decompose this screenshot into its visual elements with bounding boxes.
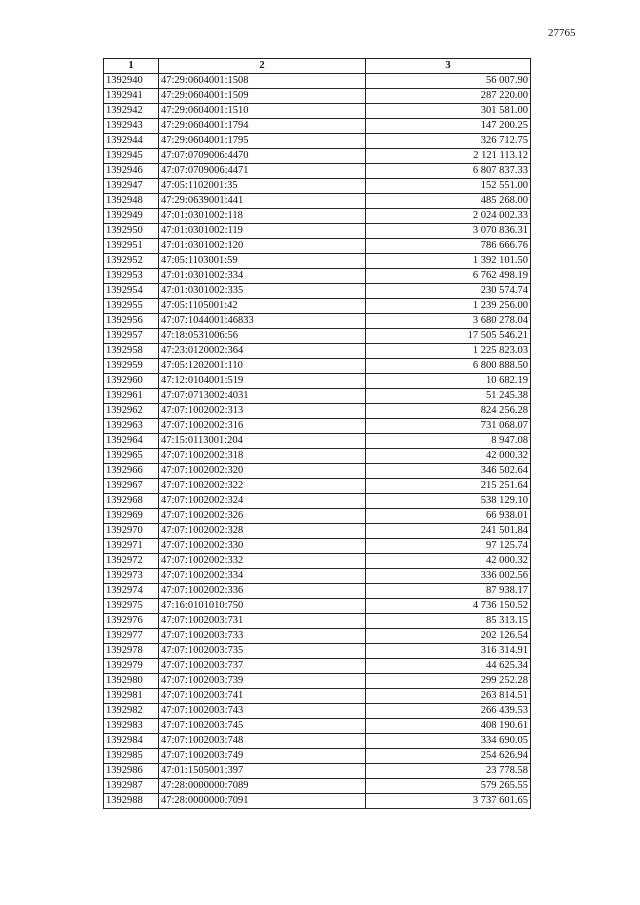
table-row	[104, 464, 531, 479]
cadastral-number-cell: 47:05:1202001:110	[159, 359, 366, 374]
cadastral-number-cell: 47:07:0709006:4470	[159, 149, 366, 164]
value-cell: 6 807 837.33	[366, 164, 531, 179]
row-number-cell: 1392940	[104, 74, 159, 89]
value-cell: 85 313.15	[366, 614, 531, 629]
value-cell: 287 220.00	[366, 89, 531, 104]
column-header-3: 3	[366, 59, 531, 74]
cadastral-number-cell: 47:05:1102001:35	[159, 179, 366, 194]
row-number-cell: 1392960	[104, 374, 159, 389]
table-row	[104, 74, 531, 89]
cadastral-number-cell: 47:07:1002002:336	[159, 584, 366, 599]
row-number-cell: 1392943	[104, 119, 159, 134]
cadastral-number-cell: 47:07:1002002:320	[159, 464, 366, 479]
cadastral-number-cell: 47:28:0000000:7091	[159, 794, 366, 809]
table-row	[104, 359, 531, 374]
value-cell: 17 505 546.21	[366, 329, 531, 344]
row-number-cell: 1392971	[104, 539, 159, 554]
row-number-cell: 1392950	[104, 224, 159, 239]
cadastral-number-cell: 47:07:1002002:324	[159, 494, 366, 509]
table-row	[104, 164, 531, 179]
cadastral-number-cell: 47:07:1002003:735	[159, 644, 366, 659]
table-row	[104, 539, 531, 554]
row-number-cell: 1392968	[104, 494, 159, 509]
table-header	[104, 59, 531, 74]
row-number-cell: 1392952	[104, 254, 159, 269]
value-cell: 2 121 113.12	[366, 149, 531, 164]
row-number-cell: 1392956	[104, 314, 159, 329]
value-cell: 1 225 823.03	[366, 344, 531, 359]
cadastral-number-cell: 47:07:1002003:748	[159, 734, 366, 749]
cadastral-number-cell: 47:07:1002003:737	[159, 659, 366, 674]
cadastral-number-cell: 47:29:0604001:1510	[159, 104, 366, 119]
row-number-cell: 1392969	[104, 509, 159, 524]
value-cell: 44 625.34	[366, 659, 531, 674]
cadastral-number-cell: 47:29:0639001:441	[159, 194, 366, 209]
cadastral-number-cell: 47:29:0604001:1795	[159, 134, 366, 149]
table-row	[104, 509, 531, 524]
cadastral-number-cell: 47:07:1002003:731	[159, 614, 366, 629]
table-row	[104, 734, 531, 749]
cadastral-number-cell: 47:07:1002002:332	[159, 554, 366, 569]
row-number-cell: 1392947	[104, 179, 159, 194]
value-cell: 152 551.00	[366, 179, 531, 194]
row-number-cell: 1392984	[104, 734, 159, 749]
row-number-cell: 1392966	[104, 464, 159, 479]
cadastral-number-cell: 47:29:0604001:1794	[159, 119, 366, 134]
table-row	[104, 284, 531, 299]
table-row	[104, 329, 531, 344]
row-number-cell: 1392979	[104, 659, 159, 674]
value-cell: 6 800 888.50	[366, 359, 531, 374]
value-cell: 6 762 498.19	[366, 269, 531, 284]
table-row	[104, 629, 531, 644]
value-cell: 241 501.84	[366, 524, 531, 539]
row-number-cell: 1392959	[104, 359, 159, 374]
value-cell: 579 265.55	[366, 779, 531, 794]
value-cell: 326 712.75	[366, 134, 531, 149]
table-row	[104, 779, 531, 794]
value-cell: 51 245.38	[366, 389, 531, 404]
row-number-cell: 1392967	[104, 479, 159, 494]
table-row	[104, 569, 531, 584]
value-cell: 3 737 601.65	[366, 794, 531, 809]
cadastral-number-cell: 47:07:1044001:46833	[159, 314, 366, 329]
row-number-cell: 1392980	[104, 674, 159, 689]
row-number-cell: 1392977	[104, 629, 159, 644]
value-cell: 215 251.64	[366, 479, 531, 494]
table-row	[104, 209, 531, 224]
value-cell: 731 068.07	[366, 419, 531, 434]
table-row	[104, 599, 531, 614]
value-cell: 10 682.19	[366, 374, 531, 389]
value-cell: 23 778.58	[366, 764, 531, 779]
table-row	[104, 344, 531, 359]
value-cell: 254 626.94	[366, 749, 531, 764]
table-row	[104, 719, 531, 734]
value-cell: 263 814.51	[366, 689, 531, 704]
value-cell: 316 314.91	[366, 644, 531, 659]
table-row	[104, 644, 531, 659]
cadastral-number-cell: 47:07:1002002:334	[159, 569, 366, 584]
row-number-cell: 1392944	[104, 134, 159, 149]
value-cell: 346 502.64	[366, 464, 531, 479]
value-cell: 230 574.74	[366, 284, 531, 299]
value-cell: 8 947.08	[366, 434, 531, 449]
value-cell: 1 392 101.50	[366, 254, 531, 269]
cadastral-number-cell: 47:23:0120002:364	[159, 344, 366, 359]
row-number-cell: 1392973	[104, 569, 159, 584]
value-cell: 299 252.28	[366, 674, 531, 689]
table-row	[104, 224, 531, 239]
column-header-1: 1	[104, 59, 159, 74]
header-row	[104, 59, 531, 74]
cadastral-number-cell: 47:01:0301002:335	[159, 284, 366, 299]
data-table	[103, 58, 531, 809]
cadastral-number-cell: 47:07:1002002:322	[159, 479, 366, 494]
cadastral-number-cell: 47:07:1002003:741	[159, 689, 366, 704]
table-row	[104, 194, 531, 209]
row-number-cell: 1392953	[104, 269, 159, 284]
cadastral-number-cell: 47:07:1002002:316	[159, 419, 366, 434]
row-number-cell: 1392961	[104, 389, 159, 404]
cadastral-number-cell: 47:12:0104001:519	[159, 374, 366, 389]
table-row	[104, 419, 531, 434]
cadastral-number-cell: 47:07:1002002:318	[159, 449, 366, 464]
value-cell: 786 666.76	[366, 239, 531, 254]
row-number-cell: 1392985	[104, 749, 159, 764]
row-number-cell: 1392988	[104, 794, 159, 809]
cadastral-number-cell: 47:01:0301002:120	[159, 239, 366, 254]
table-row	[104, 314, 531, 329]
table-row	[104, 179, 531, 194]
table-row	[104, 614, 531, 629]
row-number-cell: 1392987	[104, 779, 159, 794]
cadastral-number-cell: 47:07:1002002:328	[159, 524, 366, 539]
cadastral-number-cell: 47:18:0531006:56	[159, 329, 366, 344]
value-cell: 408 190.61	[366, 719, 531, 734]
value-cell: 1 239 256.00	[366, 299, 531, 314]
table-row	[104, 554, 531, 569]
row-number-cell: 1392958	[104, 344, 159, 359]
table-row	[104, 389, 531, 404]
table-row	[104, 764, 531, 779]
value-cell: 56 007.90	[366, 74, 531, 89]
row-number-cell: 1392962	[104, 404, 159, 419]
row-number-cell: 1392955	[104, 299, 159, 314]
value-cell: 824 256.28	[366, 404, 531, 419]
value-cell: 538 129.10	[366, 494, 531, 509]
table-row	[104, 659, 531, 674]
value-cell: 301 581.00	[366, 104, 531, 119]
table-row	[104, 794, 531, 809]
cadastral-number-cell: 47:07:1002003:739	[159, 674, 366, 689]
cadastral-number-cell: 47:07:1002003:745	[159, 719, 366, 734]
table-row	[104, 749, 531, 764]
value-cell: 2 024 002.33	[366, 209, 531, 224]
table-row	[104, 689, 531, 704]
table-row	[104, 119, 531, 134]
row-number-cell: 1392986	[104, 764, 159, 779]
table-row	[104, 89, 531, 104]
row-number-cell: 1392974	[104, 584, 159, 599]
table-body	[104, 74, 531, 809]
table-row	[104, 134, 531, 149]
table-row	[104, 449, 531, 464]
row-number-cell: 1392964	[104, 434, 159, 449]
table-row	[104, 479, 531, 494]
cadastral-number-cell: 47:16:0101010:750	[159, 599, 366, 614]
cadastral-number-cell: 47:28:0000000:7089	[159, 779, 366, 794]
row-number-cell: 1392942	[104, 104, 159, 119]
table-row	[104, 149, 531, 164]
value-cell: 42 000.32	[366, 554, 531, 569]
cadastral-number-cell: 47:07:0709006:4471	[159, 164, 366, 179]
row-number-cell: 1392963	[104, 419, 159, 434]
row-number-cell: 1392976	[104, 614, 159, 629]
cadastral-number-cell: 47:05:1105001:42	[159, 299, 366, 314]
value-cell: 485 268.00	[366, 194, 531, 209]
value-cell: 266 439.53	[366, 704, 531, 719]
table-row	[104, 494, 531, 509]
cadastral-number-cell: 47:07:0713002:4031	[159, 389, 366, 404]
row-number-cell: 1392941	[104, 89, 159, 104]
table-row	[104, 404, 531, 419]
value-cell: 66 938.01	[366, 509, 531, 524]
cadastral-number-cell: 47:29:0604001:1508	[159, 74, 366, 89]
table-row	[104, 299, 531, 314]
table-row	[104, 434, 531, 449]
row-number-cell: 1392970	[104, 524, 159, 539]
row-number-cell: 1392983	[104, 719, 159, 734]
column-header-2: 2	[159, 59, 366, 74]
cadastral-number-cell: 47:29:0604001:1509	[159, 89, 366, 104]
table-row	[104, 254, 531, 269]
value-cell: 87 938.17	[366, 584, 531, 599]
value-cell: 97 125.74	[366, 539, 531, 554]
row-number-cell: 1392951	[104, 239, 159, 254]
cadastral-number-cell: 47:07:1002003:733	[159, 629, 366, 644]
page-number: 27765	[548, 27, 576, 39]
value-cell: 4 736 150.52	[366, 599, 531, 614]
cadastral-number-cell: 47:15:0113001:204	[159, 434, 366, 449]
value-cell: 202 126.54	[366, 629, 531, 644]
table-row	[104, 584, 531, 599]
table-row	[104, 239, 531, 254]
table-row	[104, 374, 531, 389]
cadastral-number-cell: 47:07:1002003:749	[159, 749, 366, 764]
value-cell: 3 680 278.04	[366, 314, 531, 329]
cadastral-number-cell: 47:01:0301002:334	[159, 269, 366, 284]
row-number-cell: 1392945	[104, 149, 159, 164]
value-cell: 3 070 836.31	[366, 224, 531, 239]
table-row	[104, 674, 531, 689]
row-number-cell: 1392981	[104, 689, 159, 704]
row-number-cell: 1392949	[104, 209, 159, 224]
cadastral-number-cell: 47:05:1103001:59	[159, 254, 366, 269]
cadastral-number-cell: 47:07:1002002:330	[159, 539, 366, 554]
row-number-cell: 1392972	[104, 554, 159, 569]
row-number-cell: 1392978	[104, 644, 159, 659]
row-number-cell: 1392975	[104, 599, 159, 614]
row-number-cell: 1392965	[104, 449, 159, 464]
cadastral-number-cell: 47:01:1505001:397	[159, 764, 366, 779]
cadastral-number-cell: 47:07:1002002:326	[159, 509, 366, 524]
row-number-cell: 1392948	[104, 194, 159, 209]
cadastral-number-cell: 47:01:0301002:118	[159, 209, 366, 224]
row-number-cell: 1392957	[104, 329, 159, 344]
row-number-cell: 1392954	[104, 284, 159, 299]
cadastral-number-cell: 47:01:0301002:119	[159, 224, 366, 239]
row-number-cell: 1392982	[104, 704, 159, 719]
value-cell: 42 000.32	[366, 449, 531, 464]
table-row	[104, 269, 531, 284]
row-number-cell: 1392946	[104, 164, 159, 179]
value-cell: 147 200.25	[366, 119, 531, 134]
cadastral-number-cell: 47:07:1002003:743	[159, 704, 366, 719]
table-row	[104, 704, 531, 719]
table-row	[104, 104, 531, 119]
table-row	[104, 524, 531, 539]
cadastral-number-cell: 47:07:1002002:313	[159, 404, 366, 419]
value-cell: 336 002.56	[366, 569, 531, 584]
value-cell: 334 690.05	[366, 734, 531, 749]
